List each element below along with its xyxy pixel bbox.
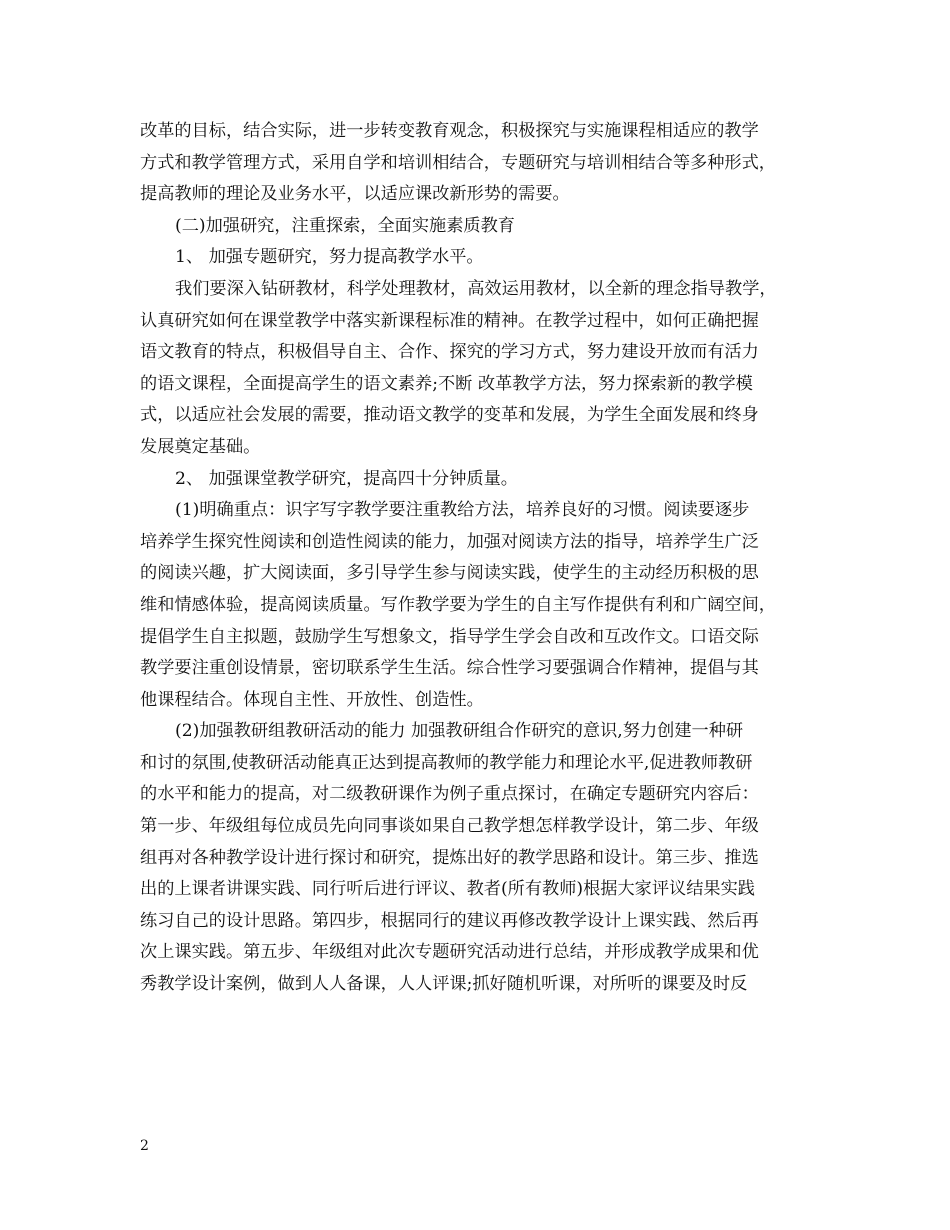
text-line: 提倡学生自主拟题，鼓励学生写想象文，指导学生学会自改和互改作文。口语交际: [140, 626, 759, 647]
text-line: 组再对各种教学设计进行探讨和研究，提炼出好的教学思路和设计。第三步、推选: [140, 847, 759, 868]
text-line: 提高教师的理论及业务水平，以适应课改新形势的需要。: [140, 184, 570, 205]
text-line: 秀教学设计案例，做到人人备课，人人评课;抓好随机听课，对所听的课要及时反: [140, 974, 748, 995]
subsection-heading: 2、 加强课堂教学研究，提高四十分钟质量。: [175, 468, 518, 489]
text-line: 语文教育的特点，积极倡导自主、合作、探究的学习方式，努力建设开放而有活力: [140, 342, 759, 363]
text-line: (2)加强教研组教研活动的能力 加强教研组合作研究的意识,努力创建一种研: [175, 721, 744, 742]
page-number: 2: [140, 1138, 149, 1154]
text-line: 他课程结合。体现自主性、开放性、创造性。: [140, 689, 484, 710]
text-line: 出的上课者讲课实践、同行听后进行评议、教者(所有教师)根据大家评议结果实践: [140, 879, 755, 900]
text-line: 维和情感体验，提高阅读质量。写作教学要为学生的自主写作提供有利和广阔空间，: [140, 594, 776, 615]
body-text: [140, 116, 820, 1001]
text-line: 的水平和能力的提高，对二级教研课作为例子重点探讨，在确定专题研究内容后：: [140, 784, 759, 805]
subsection-heading: 1、 加强专题研究，努力提高教学水平。: [175, 247, 484, 268]
text-line: 第一步、年级组每位成员先向同事谈如果自己教学想怎样教学设计，第二步、年级: [140, 816, 759, 837]
text-line: 方式和教学管理方式，采用自学和培训相结合，专题研究与培训相结合等多种形式，: [140, 152, 776, 173]
text-line: 认真研究如何在课堂教学中落实新课程标准的精神。在教学过程中，如何正确把握: [140, 310, 759, 331]
text-line: 式，以适应社会发展的需要，推动语文教学的变革和发展，为学生全面发展和终身: [140, 405, 759, 426]
text-line: (1)明确重点：识字写字教学要注重教给方法，培养良好的习惯。阅读要逐步: [175, 500, 750, 521]
text-line: 改革的目标，结合实际，进一步转变教育观念，积极探究与实施课程相适应的教学: [140, 121, 759, 141]
text-line: 的语文课程，全面提高学生的语文素养;不断 改革教学方法，努力探索新的教学模: [140, 373, 753, 394]
text-line: 教学要注重创设情景，密切联系学生生活。综合性学习要强调合作精神，提倡与其: [140, 658, 759, 679]
text-line: 发展奠定基础。: [140, 436, 261, 457]
text-line: 的阅读兴趣，扩大阅读面，多引导学生参与阅读实践，使学生的主动经历积极的思: [140, 563, 759, 584]
text-line: 我们要深入钻研教材，科学处理教材，高效运用教材，以全新的理念指导教学，: [175, 278, 777, 299]
text-line: 培养学生探究性阅读和创造性阅读的能力，加强对阅读方法的指导，培养学生广泛: [140, 531, 759, 552]
text-line: 次上课实践。第五步、年级组对此次专题研究活动进行总结，并形成教学成果和优: [140, 942, 759, 963]
text-line: 练习自己的设计思路。第四步，根据同行的建议再修改教学设计上课实践、然后再: [140, 910, 759, 931]
text-line: 和讨的氛围,使教研活动能真正达到提高教师的教学能力和理论水平,促进教师教研: [140, 752, 753, 773]
section-heading: (二)加强研究，注重探索，全面实施素质教育: [175, 215, 515, 236]
